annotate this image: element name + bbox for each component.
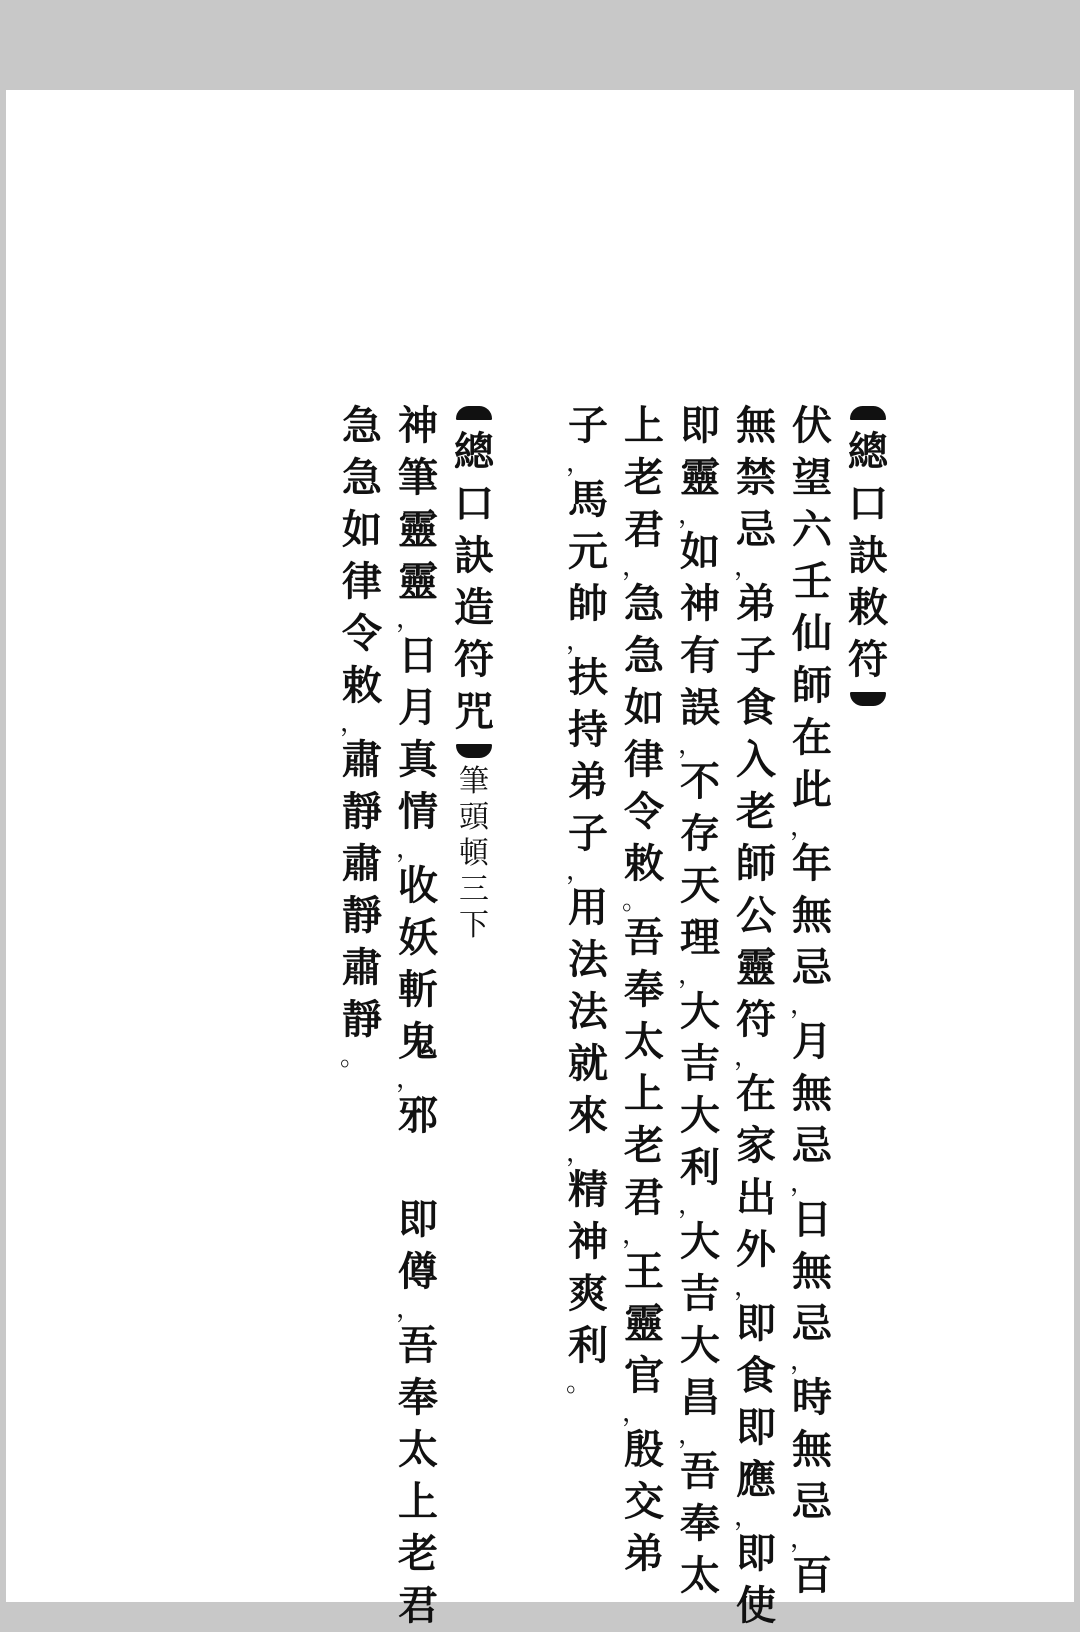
glyph: 君: [398, 1582, 438, 1629]
glyph: 神: [568, 1218, 608, 1265]
punctuation-mark: ，: [734, 1272, 761, 1302]
glyph: 肅: [342, 944, 382, 991]
glyph: 僔: [398, 1248, 438, 1295]
glyph: 法: [568, 936, 608, 983]
text-column-7: [448, 400, 500, 944]
punctuation-mark: ，: [734, 1502, 761, 1532]
glyph: 符: [848, 636, 888, 683]
glyph: 吾: [624, 914, 664, 961]
glyph: 符: [736, 996, 776, 1043]
glyph: 即: [736, 1300, 776, 1347]
glyph: 令: [342, 610, 382, 657]
glyph: 即: [680, 402, 720, 449]
glyph: 靈: [398, 558, 438, 605]
glyph: 肅: [342, 736, 382, 783]
glyph: 大: [680, 1092, 720, 1139]
glyph: 邪: [398, 1092, 438, 1139]
glyph: 上: [398, 1478, 438, 1525]
glyph: 無: [792, 1070, 832, 1117]
glyph: 總: [848, 428, 888, 475]
glyph: 誤: [680, 684, 720, 731]
glyph: 望: [792, 454, 832, 501]
glyph: 總: [454, 428, 494, 475]
glyph: 時: [792, 1374, 832, 1421]
glyph: 用: [568, 884, 608, 931]
glyph: 太: [680, 1552, 720, 1599]
glyph: 收: [398, 862, 438, 909]
punctuation-mark: ，: [790, 1524, 817, 1554]
glyph: 大: [680, 1322, 720, 1369]
glyph: 出: [736, 1174, 776, 1221]
glyph: 斬: [398, 966, 438, 1013]
note-glyph: 頭: [459, 800, 489, 835]
punctuation-mark: ，: [790, 1346, 817, 1376]
glyph: 靈: [680, 454, 720, 501]
glyph: 大: [680, 988, 720, 1035]
glyph: 太: [398, 1426, 438, 1473]
glyph: 弟: [568, 758, 608, 805]
punctuation-mark: ，: [790, 1168, 817, 1198]
glyph: 月: [398, 684, 438, 731]
glyph: 應: [736, 1456, 776, 1503]
glyph: 公: [736, 892, 776, 939]
glyph: 神: [398, 402, 438, 449]
glyph: 使: [736, 1582, 776, 1629]
glyph: 無: [736, 402, 776, 449]
glyph: 弟: [736, 580, 776, 627]
title-bracket-close: [842, 686, 894, 712]
glyph: 靈: [624, 1300, 664, 1347]
title-bracket-open: [448, 400, 500, 426]
punctuation-mark: ，: [678, 500, 705, 530]
glyph: 口: [848, 480, 888, 527]
punctuation-mark: 。: [340, 1042, 367, 1072]
text-column-3: [730, 400, 782, 1632]
glyph: 訣: [848, 532, 888, 579]
glyph: 王: [624, 1248, 664, 1295]
punctuation-mark: ，: [566, 856, 593, 886]
glyph: 敕: [848, 584, 888, 631]
glyph: 師: [736, 840, 776, 887]
punctuation-mark: ，: [340, 708, 367, 738]
glyph: 吾: [398, 1322, 438, 1369]
glyph: 吉: [680, 1270, 720, 1317]
glyph: 如: [624, 684, 664, 731]
glyph: 即: [736, 1530, 776, 1577]
glyph: 日: [792, 1196, 832, 1243]
glyph: 弟: [624, 1530, 664, 1577]
punctuation-mark: 。: [622, 886, 649, 916]
glyph: 老: [624, 454, 664, 501]
glyph: 存: [680, 810, 720, 857]
glyph: 持: [568, 706, 608, 753]
punctuation-mark: ，: [790, 812, 817, 842]
punctuation-mark: ，: [566, 1138, 593, 1168]
glyph: 真: [398, 736, 438, 783]
glyph: 子: [736, 632, 776, 679]
title-bracket-close: [448, 738, 500, 764]
glyph: 馬: [568, 476, 608, 523]
glyph: 年: [792, 840, 832, 887]
glyph: 元: [568, 528, 608, 575]
glyph: 律: [624, 736, 664, 783]
text-column-9: [336, 400, 388, 1072]
glyph: 肅: [342, 840, 382, 887]
glyph: 老: [624, 1122, 664, 1169]
punctuation-mark: ，: [678, 1190, 705, 1220]
note-glyph: 筆: [459, 764, 489, 799]
glyph: 月: [792, 1018, 832, 1065]
glyph: 師: [792, 662, 832, 709]
glyph: 如: [680, 528, 720, 575]
glyph: 吉: [680, 1040, 720, 1087]
glyph: 法: [568, 988, 608, 1035]
glyph: 君: [624, 506, 664, 553]
glyph: 忌: [792, 1122, 832, 1169]
glyph: 無: [792, 892, 832, 939]
punctuation-mark: ，: [678, 730, 705, 760]
glyph: 就: [568, 1040, 608, 1087]
glyph: 百: [792, 1552, 832, 1599]
punctuation-mark: ，: [396, 1294, 423, 1324]
glyph: 老: [736, 788, 776, 835]
glyph: 如: [342, 506, 382, 553]
glyph: 吾: [680, 1448, 720, 1495]
glyph: 精: [568, 1166, 608, 1213]
glyph: 筆: [398, 454, 438, 501]
glyph: 敕: [342, 662, 382, 709]
punctuation-mark: ，: [734, 552, 761, 582]
text-column-4: [674, 400, 726, 1602]
glyph: 忌: [792, 1300, 832, 1347]
punctuation-mark: 。: [566, 1368, 593, 1398]
blank-glyph: [392, 1142, 444, 1194]
glyph: 即: [736, 1404, 776, 1451]
punctuation-mark: ，: [566, 626, 593, 656]
glyph: 太: [624, 1018, 664, 1065]
glyph: 咒: [454, 688, 494, 735]
punctuation-mark: ，: [678, 960, 705, 990]
glyph: 外: [736, 1226, 776, 1273]
glyph: 造: [454, 584, 494, 631]
glyph: 急: [342, 454, 382, 501]
glyph: 神: [680, 580, 720, 627]
glyph: 情: [398, 788, 438, 835]
punctuation-mark: ，: [734, 1042, 761, 1072]
glyph: 靈: [736, 944, 776, 991]
note-glyph: 下: [459, 908, 489, 943]
glyph: 伏: [792, 402, 832, 449]
glyph: 扶: [568, 654, 608, 701]
glyph: 妖: [398, 914, 438, 961]
glyph: 交: [624, 1478, 664, 1525]
title-bracket-open: [842, 400, 894, 426]
punctuation-mark: ，: [396, 834, 423, 864]
punctuation-mark: ，: [396, 604, 423, 634]
glyph: 忌: [792, 1478, 832, 1525]
glyph: 靜: [342, 788, 382, 835]
note-glyph: 頓: [459, 836, 489, 871]
glyph: 帥: [568, 580, 608, 627]
glyph: 急: [624, 580, 664, 627]
glyph: 君: [624, 1174, 664, 1221]
glyph: 上: [624, 402, 664, 449]
punctuation-mark: ，: [678, 1420, 705, 1450]
glyph: 在: [736, 1070, 776, 1117]
glyph: 殷: [624, 1426, 664, 1473]
glyph: 口: [454, 480, 494, 527]
glyph: 奉: [680, 1500, 720, 1547]
text-column-1: [842, 400, 894, 712]
glyph: 子: [568, 402, 608, 449]
punctuation-mark: ，: [790, 990, 817, 1020]
scripture-page: [6, 90, 1074, 1629]
punctuation-mark: ，: [622, 552, 649, 582]
glyph: 無: [792, 1248, 832, 1295]
glyph: 此: [792, 766, 832, 813]
glyph: 日: [398, 632, 438, 679]
glyph: 訣: [454, 532, 494, 579]
glyph: 靈: [398, 506, 438, 553]
glyph: 壬: [792, 558, 832, 605]
glyph: 六: [792, 506, 832, 553]
note-glyph: 三: [459, 872, 489, 907]
glyph: 家: [736, 1122, 776, 1169]
glyph: 官: [624, 1352, 664, 1399]
glyph: 敕: [624, 840, 664, 887]
punctuation-mark: ，: [396, 1064, 423, 1094]
glyph: 大: [680, 1218, 720, 1265]
glyph: 理: [680, 914, 720, 961]
glyph: 不: [680, 758, 720, 805]
text-column-5: [618, 400, 670, 1580]
glyph: 急: [342, 402, 382, 449]
glyph: 符: [454, 636, 494, 683]
glyph: 急: [624, 632, 664, 679]
glyph: 律: [342, 558, 382, 605]
glyph: 即: [398, 1196, 438, 1243]
glyph: 上: [624, 1070, 664, 1117]
glyph: 利: [568, 1322, 608, 1369]
text-column-8: [392, 400, 444, 1632]
glyph: 利: [680, 1144, 720, 1191]
glyph: 在: [792, 714, 832, 761]
glyph: 天: [680, 862, 720, 909]
glyph: 鬼: [398, 1018, 438, 1065]
glyph: 老: [398, 1530, 438, 1577]
glyph: 禁: [736, 454, 776, 501]
text-column-6: [562, 400, 614, 1398]
glyph: 忌: [792, 944, 832, 991]
glyph: 昌: [680, 1374, 720, 1421]
glyph: 靜: [342, 996, 382, 1043]
glyph: 食: [736, 1352, 776, 1399]
glyph: 令: [624, 788, 664, 835]
glyph: 爽: [568, 1270, 608, 1317]
glyph: 無: [792, 1426, 832, 1473]
glyph: 仙: [792, 610, 832, 657]
glyph: 子: [568, 810, 608, 857]
text-column-2: [786, 400, 838, 1602]
glyph: 奉: [398, 1374, 438, 1421]
glyph: 入: [736, 736, 776, 783]
glyph: 來: [568, 1092, 608, 1139]
glyph: 有: [680, 632, 720, 679]
punctuation-mark: ，: [622, 1398, 649, 1428]
punctuation-mark: ，: [622, 1220, 649, 1250]
glyph: 食: [736, 684, 776, 731]
glyph: 靜: [342, 892, 382, 939]
glyph: 忌: [736, 506, 776, 553]
glyph: 奉: [624, 966, 664, 1013]
punctuation-mark: ，: [566, 448, 593, 478]
